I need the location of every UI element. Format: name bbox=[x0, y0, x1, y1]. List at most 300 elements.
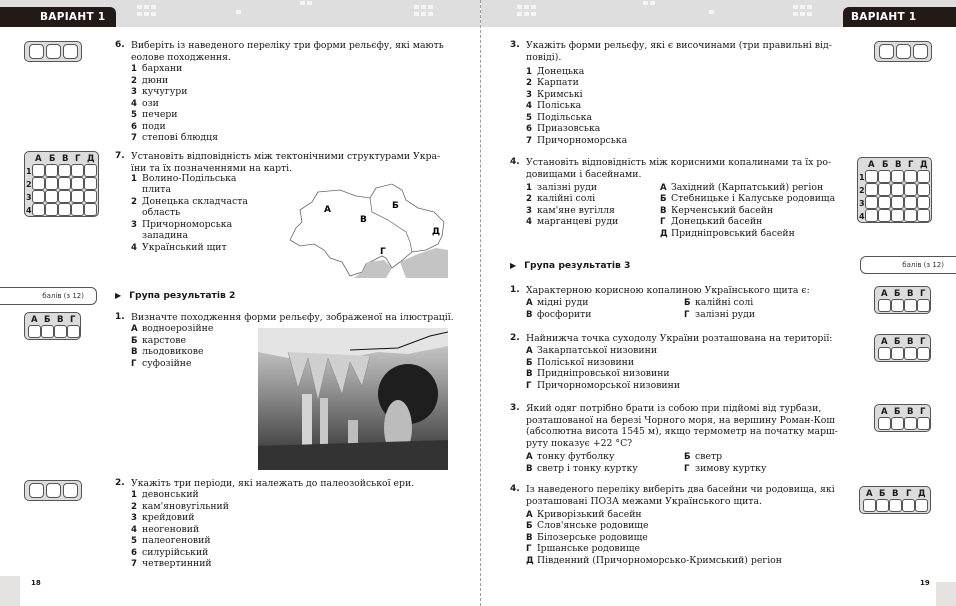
grid-cell[interactable] bbox=[865, 196, 878, 209]
grid-cell[interactable] bbox=[71, 177, 84, 190]
question-text-line: Виберіть із наведеного переліку три форми рельєфу, які мають bbox=[131, 40, 444, 51]
question-text: Укажіть три періоди, які належать до палеозойської ери. bbox=[131, 478, 415, 489]
option bbox=[131, 489, 199, 502]
group-title-label: Група результатів 3 bbox=[524, 260, 631, 271]
right-page bbox=[481, 0, 956, 606]
option-label: бархани bbox=[142, 63, 183, 74]
option-key: Г bbox=[526, 544, 532, 554]
option-label: залізні руди bbox=[695, 309, 756, 320]
option-key: 5 bbox=[526, 113, 532, 123]
option-label: залізні руди bbox=[537, 182, 598, 193]
option-key: 3 bbox=[131, 220, 137, 230]
group3-question-3 bbox=[510, 403, 850, 475]
option-label: Іршанське родовище bbox=[537, 543, 640, 554]
answer-cell[interactable] bbox=[891, 299, 904, 312]
option bbox=[131, 109, 178, 122]
option-key: А bbox=[526, 346, 533, 356]
question-number: 3. bbox=[510, 403, 520, 413]
page-number: 18 bbox=[31, 579, 41, 587]
answer-cell[interactable] bbox=[63, 483, 78, 498]
question-number: 2. bbox=[115, 478, 125, 488]
option-label: льодовикове bbox=[142, 346, 204, 357]
option-label: ози bbox=[142, 98, 159, 109]
question-number: 3. bbox=[510, 40, 520, 50]
grid-col-label: Б bbox=[879, 489, 886, 499]
question-number: 4. bbox=[510, 157, 520, 167]
option-key: Г bbox=[131, 359, 137, 369]
question-text bbox=[526, 157, 831, 180]
grid-col-label: В bbox=[892, 489, 899, 499]
grid-col-label: А bbox=[31, 315, 38, 325]
option-continuation: плита bbox=[142, 184, 171, 195]
ukraine-map bbox=[288, 178, 448, 278]
grid-cell[interactable] bbox=[917, 170, 930, 183]
map-label: В bbox=[360, 215, 367, 225]
grid-cell[interactable] bbox=[84, 164, 97, 177]
answer-cell[interactable] bbox=[878, 299, 891, 312]
option-key: 1 bbox=[526, 183, 532, 193]
option-label: Донецький басейн bbox=[671, 216, 763, 227]
option-label: марганцеві руди bbox=[537, 216, 619, 227]
question-text-line: Укажіть форми рельєфу, які є височинами (три правильні від- bbox=[526, 40, 832, 51]
option-label: Керченський басейн bbox=[671, 205, 774, 216]
question-number: 7. bbox=[115, 151, 125, 161]
option-label: Слов'янське родовище bbox=[537, 520, 649, 531]
grid-cell[interactable] bbox=[904, 183, 917, 196]
map-label: А bbox=[324, 205, 331, 215]
answer-grid-q7 bbox=[24, 151, 99, 217]
question-text: Характерною корисною копалиною Українського щита є: bbox=[526, 285, 810, 296]
answer-cell[interactable] bbox=[889, 499, 902, 512]
option-key: Б bbox=[684, 298, 691, 308]
grid-col-label: Г bbox=[920, 407, 926, 417]
decor-dots bbox=[793, 5, 817, 19]
option-key: 6 bbox=[131, 548, 137, 558]
option bbox=[131, 358, 192, 371]
grid-row-label: 3 bbox=[859, 199, 865, 208]
grid-cell[interactable] bbox=[917, 196, 930, 209]
option-label: Причорноморської низовини bbox=[537, 380, 681, 391]
question-text: Визначте походження форми рельєфу, зображеної на ілюстрації. bbox=[131, 312, 454, 323]
option bbox=[684, 309, 755, 322]
option-label: Південний (Причорноморсько-Кримський) регіон bbox=[537, 555, 782, 566]
answer-cell[interactable] bbox=[28, 325, 41, 338]
option bbox=[526, 463, 638, 476]
option-key: Г bbox=[660, 217, 666, 227]
question-text-line: їни та їх позначеннями на карті. bbox=[131, 162, 293, 174]
grid-col-label: В bbox=[907, 337, 914, 347]
question-text-line: розташованої на березі Чорного моря, на вершину Роман-Кош bbox=[526, 414, 836, 426]
answer-cell[interactable] bbox=[67, 325, 80, 338]
grid-cell[interactable] bbox=[917, 209, 930, 222]
option-label: четвертинний bbox=[142, 558, 212, 569]
grid-cell[interactable] bbox=[917, 183, 930, 196]
answer-box-g2q1 bbox=[24, 312, 81, 340]
option-label: Придніпровський басейн bbox=[671, 228, 795, 239]
option-key: 7 bbox=[131, 559, 137, 569]
option-key: 2 bbox=[526, 78, 532, 88]
grid-cell[interactable] bbox=[891, 183, 904, 196]
option-label: калійні солі bbox=[695, 297, 754, 308]
option-label: тонку футболку bbox=[537, 451, 615, 462]
option-key: А bbox=[131, 324, 138, 334]
grid-cell[interactable] bbox=[878, 170, 891, 183]
option-label: степові блюдця bbox=[142, 132, 218, 143]
page-number: 19 bbox=[920, 579, 930, 587]
option-label: карстове bbox=[142, 335, 186, 346]
option-key: 6 bbox=[526, 124, 532, 134]
grid-cell[interactable] bbox=[45, 164, 58, 177]
answer-cell[interactable] bbox=[878, 347, 891, 360]
grid-row-label: 4 bbox=[859, 212, 865, 221]
decor-dot bbox=[236, 10, 260, 24]
option-label: Карпати bbox=[537, 77, 579, 88]
option-label: поди bbox=[142, 121, 166, 132]
group-title bbox=[115, 290, 235, 302]
group3-question-1 bbox=[510, 285, 850, 325]
question-text-line: руту показує +22 °С? bbox=[526, 437, 633, 449]
answer-cell[interactable] bbox=[891, 417, 904, 430]
triangle-right-icon: ▶ bbox=[115, 291, 122, 300]
grid-cell[interactable] bbox=[58, 164, 71, 177]
answer-cell[interactable] bbox=[917, 347, 930, 360]
option bbox=[526, 193, 595, 206]
grid-cell[interactable] bbox=[904, 196, 917, 209]
grid-col-label: А bbox=[881, 337, 888, 347]
answer-cell[interactable] bbox=[904, 347, 917, 360]
decor-dots bbox=[517, 5, 541, 19]
option-label: водноерозійне bbox=[142, 323, 214, 334]
grid-cell[interactable] bbox=[865, 170, 878, 183]
decor-dots bbox=[137, 5, 161, 19]
question-number: 4. bbox=[510, 484, 520, 494]
answer-cell[interactable] bbox=[917, 417, 930, 430]
answer-box-g2q2 bbox=[24, 480, 82, 501]
option bbox=[526, 309, 591, 322]
grid-cell[interactable] bbox=[45, 203, 58, 216]
option-label: Український щит bbox=[142, 242, 227, 253]
grid-cell[interactable] bbox=[71, 203, 84, 216]
option bbox=[526, 555, 782, 568]
grid-col-label: Г bbox=[908, 160, 914, 170]
grid-col-label: А bbox=[881, 407, 888, 417]
variant-tab: ВАРІАНТ 1 bbox=[843, 7, 956, 27]
answer-cell[interactable] bbox=[863, 499, 876, 512]
ukraine-map-outline-icon bbox=[288, 178, 448, 278]
cave-stalactites-image-icon bbox=[258, 328, 448, 470]
option-label: суфозійне bbox=[142, 358, 192, 369]
grid-cell[interactable] bbox=[904, 170, 917, 183]
grid-cell[interactable] bbox=[891, 196, 904, 209]
option-label: калійні солі bbox=[537, 193, 596, 204]
answer-cell[interactable] bbox=[46, 44, 61, 59]
group2-question-2 bbox=[115, 478, 465, 573]
answer-cell[interactable] bbox=[904, 299, 917, 312]
option-key: 5 bbox=[131, 536, 137, 546]
question-text bbox=[526, 403, 838, 449]
grid-col-label: А bbox=[881, 289, 888, 299]
grid-cell[interactable] bbox=[32, 190, 45, 203]
answer-cell[interactable] bbox=[902, 499, 915, 512]
grid-col-label: Б bbox=[894, 337, 901, 347]
grid-cell[interactable] bbox=[878, 196, 891, 209]
option-key: А bbox=[660, 183, 667, 193]
option-label: Кримські bbox=[537, 89, 583, 100]
grid-row-label: 2 bbox=[859, 186, 865, 195]
answer-cell[interactable] bbox=[876, 499, 889, 512]
option-label: неогеновий bbox=[142, 524, 200, 535]
cave-photo bbox=[258, 328, 448, 470]
grid-cell[interactable] bbox=[58, 203, 71, 216]
option-label: Придніпровської низовини bbox=[537, 368, 670, 379]
question-text bbox=[526, 40, 832, 63]
option-label: Закарпатської низовини bbox=[537, 345, 658, 356]
option-key: А bbox=[526, 452, 533, 462]
answer-cell[interactable] bbox=[29, 483, 44, 498]
answer-box-g3q1 bbox=[874, 286, 931, 314]
option bbox=[684, 297, 753, 310]
option-key: 1 bbox=[131, 64, 137, 74]
option-label: Поліської низовини bbox=[537, 357, 635, 368]
option-label: кучугури bbox=[142, 86, 188, 97]
option-label: печери bbox=[142, 109, 178, 120]
grid-cell[interactable] bbox=[891, 209, 904, 222]
option bbox=[684, 463, 766, 476]
option bbox=[526, 135, 627, 148]
grid-cell[interactable] bbox=[891, 170, 904, 183]
option bbox=[526, 368, 670, 381]
option-key: 4 bbox=[131, 243, 137, 253]
option-label: кам'яне вугілля bbox=[537, 205, 615, 216]
grid-cell[interactable] bbox=[84, 190, 97, 203]
grid-col-label: В bbox=[895, 160, 902, 170]
grid-cell[interactable] bbox=[904, 209, 917, 222]
option-key: Д bbox=[526, 556, 534, 566]
option-key: 7 bbox=[526, 136, 532, 146]
option-continuation: область bbox=[142, 207, 181, 218]
option-key: 7 bbox=[131, 133, 137, 143]
grid-col-label: Б bbox=[49, 154, 56, 164]
grid-col-label: В bbox=[57, 315, 64, 325]
option-key: 2 bbox=[526, 194, 532, 204]
grid-cell[interactable] bbox=[58, 190, 71, 203]
question-text-line: розташовані ПОЗА межами Українського щита. bbox=[526, 495, 762, 507]
option-key: В bbox=[526, 464, 533, 474]
grid-col-label: Б bbox=[882, 160, 889, 170]
option bbox=[131, 86, 187, 99]
answer-cell[interactable] bbox=[878, 417, 891, 430]
option-label: Поліська bbox=[537, 100, 582, 111]
grid-cell[interactable] bbox=[32, 164, 45, 177]
question-text-line: повіді). bbox=[526, 51, 562, 63]
option bbox=[131, 63, 182, 76]
option-key: 3 bbox=[526, 90, 532, 100]
grid-cell[interactable] bbox=[32, 203, 45, 216]
option-key: Д bbox=[660, 229, 668, 239]
option bbox=[131, 323, 213, 336]
grid-col-label: Д bbox=[920, 160, 928, 170]
option-label: Волино-Подільська bbox=[142, 173, 237, 184]
grid-col-label: Б bbox=[894, 289, 901, 299]
answer-cell[interactable] bbox=[879, 44, 894, 59]
option-label: палеогеновий bbox=[142, 535, 211, 546]
option-key: 5 bbox=[131, 110, 137, 120]
option-key: 3 bbox=[526, 206, 532, 216]
question-number: 6. bbox=[115, 40, 125, 50]
option bbox=[660, 193, 835, 206]
question-number: 1. bbox=[115, 312, 125, 322]
option-key: 2 bbox=[131, 502, 137, 512]
option bbox=[131, 512, 194, 525]
option-continuation: западина bbox=[142, 230, 189, 241]
option bbox=[526, 216, 618, 229]
grid-cell[interactable] bbox=[865, 183, 878, 196]
grid-cell[interactable] bbox=[58, 177, 71, 190]
option-key: 2 bbox=[131, 197, 137, 207]
option-label: зимову куртку bbox=[695, 463, 767, 474]
question-3 bbox=[510, 40, 850, 150]
option-key: 3 bbox=[131, 513, 137, 523]
answer-box-g3q4 bbox=[859, 486, 931, 514]
map-label: Г bbox=[380, 247, 386, 257]
group3-question-4 bbox=[510, 484, 850, 566]
question-text-line: еолове походження. bbox=[131, 51, 231, 63]
grid-col-label: Б bbox=[894, 407, 901, 417]
option-key: 2 bbox=[131, 76, 137, 86]
question-text-line: довищами і басейнами. bbox=[526, 168, 642, 180]
option-key: 1 bbox=[131, 174, 137, 184]
grid-col-label: В bbox=[907, 289, 914, 299]
question-text-line: Який одяг потрібно брати із собою при підйомі від турбази, bbox=[526, 403, 822, 414]
question-text bbox=[526, 484, 835, 507]
question-text-line: (абсолютна висота 1545 м), якщо термометр на початку марш- bbox=[526, 426, 838, 438]
option bbox=[131, 346, 203, 359]
decor-dots bbox=[414, 5, 438, 19]
grid-cell[interactable] bbox=[878, 183, 891, 196]
grid-cell[interactable] bbox=[71, 190, 84, 203]
option bbox=[526, 123, 600, 136]
option-label: мідні руди bbox=[537, 297, 589, 308]
question-4 bbox=[510, 157, 850, 247]
option-label: Подільська bbox=[537, 112, 592, 123]
option-label: Приазовська bbox=[537, 123, 601, 134]
grid-row-label: 3 bbox=[26, 193, 32, 202]
option-label: Причорноморська bbox=[142, 219, 233, 230]
option bbox=[526, 345, 657, 358]
option-label: Білозерське родовище bbox=[537, 532, 648, 543]
map-label: Б bbox=[392, 201, 399, 211]
question-text bbox=[131, 40, 444, 63]
group-title-label: Група результатів 2 bbox=[129, 290, 236, 301]
option-label: фосфорити bbox=[537, 309, 592, 320]
option-key: В bbox=[526, 310, 533, 320]
grid-col-label: Г bbox=[920, 289, 926, 299]
answer-cell[interactable] bbox=[46, 483, 61, 498]
answer-cell[interactable] bbox=[891, 347, 904, 360]
answer-box-q3 bbox=[874, 41, 932, 62]
grid-col-label: Г bbox=[920, 337, 926, 347]
option bbox=[526, 451, 614, 464]
option-key: Б bbox=[526, 358, 533, 368]
answer-cell[interactable] bbox=[904, 417, 917, 430]
option-key: 3 bbox=[131, 87, 137, 97]
answer-box-q6 bbox=[24, 41, 82, 62]
question-6 bbox=[115, 40, 465, 145]
grid-cell[interactable] bbox=[878, 209, 891, 222]
grid-col-label: Д bbox=[918, 489, 926, 499]
option-key: Б bbox=[526, 521, 533, 531]
answer-cell[interactable] bbox=[917, 299, 930, 312]
option-key: Б bbox=[131, 336, 138, 346]
grid-col-label: Г bbox=[75, 154, 81, 164]
question-text-line: Установіть відповідність між тектонічними структурами Укра- bbox=[131, 151, 441, 162]
option-key: 4 bbox=[131, 525, 137, 535]
option-label: светр bbox=[695, 451, 723, 462]
answer-cell[interactable] bbox=[63, 44, 78, 59]
grid-row-label: 1 bbox=[26, 167, 32, 176]
option-label: Стебницьке і Калуське родовища bbox=[671, 193, 836, 204]
grid-cell[interactable] bbox=[71, 164, 84, 177]
option-key: 1 bbox=[131, 490, 137, 500]
option-key: В bbox=[131, 347, 138, 357]
option-label: крейдовий bbox=[142, 512, 195, 523]
variant-tab: ВАРІАНТ 1 bbox=[0, 7, 116, 27]
option-label: кам'яновугільний bbox=[142, 501, 229, 512]
grid-cell[interactable] bbox=[45, 177, 58, 190]
question-text: Найнижча точка суходолу України розташована на території: bbox=[526, 333, 833, 344]
option bbox=[526, 297, 588, 310]
answer-cell[interactable] bbox=[896, 44, 911, 59]
option bbox=[526, 520, 648, 533]
answer-cell[interactable] bbox=[41, 325, 54, 338]
grid-cell[interactable] bbox=[32, 177, 45, 190]
score-box[interactable]: балів (з 12) bbox=[0, 287, 97, 305]
option bbox=[131, 242, 227, 255]
grid-cell[interactable] bbox=[865, 209, 878, 222]
corner-block bbox=[936, 582, 956, 606]
option-label: Причорноморська bbox=[537, 135, 628, 146]
option-key: Г bbox=[684, 310, 690, 320]
option bbox=[684, 451, 722, 464]
grid-cell[interactable] bbox=[84, 203, 97, 216]
option-key: В bbox=[526, 533, 533, 543]
option-label: Криворізький басейн bbox=[537, 509, 642, 520]
grid-col-label: А bbox=[35, 154, 42, 164]
grid-row-label: 2 bbox=[26, 180, 32, 189]
grid-cell[interactable] bbox=[84, 177, 97, 190]
answer-cell[interactable] bbox=[54, 325, 67, 338]
grid-col-label: Г bbox=[906, 489, 912, 499]
decor-dot bbox=[709, 10, 733, 24]
answer-cell[interactable] bbox=[915, 499, 928, 512]
decor-dots bbox=[300, 1, 324, 15]
answer-box-g3q2 bbox=[874, 334, 931, 362]
option-key: А bbox=[526, 298, 533, 308]
answer-cell[interactable] bbox=[913, 44, 928, 59]
option-key: 6 bbox=[131, 122, 137, 132]
question-text-line: Установіть відповідність між корисними копалинами та їх ро- bbox=[526, 157, 832, 168]
option bbox=[131, 558, 212, 571]
question-number: 1. bbox=[510, 285, 520, 295]
answer-grid-q4 bbox=[857, 157, 932, 223]
grid-cell[interactable] bbox=[45, 190, 58, 203]
grid-col-label: А bbox=[866, 489, 873, 499]
grid-col-label: Г bbox=[70, 315, 76, 325]
corner-block bbox=[0, 576, 20, 606]
score-box[interactable]: балів (з 12) bbox=[860, 256, 956, 274]
answer-cell[interactable] bbox=[29, 44, 44, 59]
option-label: Західний (Карпатський) регіон bbox=[671, 182, 824, 193]
